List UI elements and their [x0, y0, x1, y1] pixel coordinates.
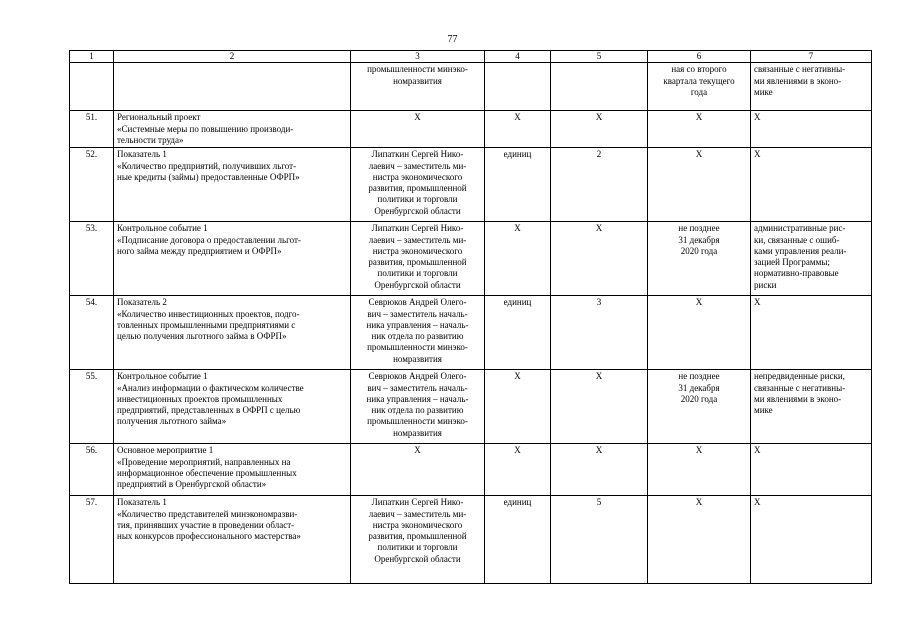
column-header: 6 [648, 51, 751, 63]
risks-cell: X [751, 111, 872, 148]
value-cell [551, 63, 648, 111]
table-row [70, 111, 872, 148]
deadline-cell: не позднее 31 декабря 2020 года [648, 222, 751, 296]
deadline-cell: X [648, 148, 751, 222]
deadline-cell: ная со второго квартала текущего года [648, 63, 751, 111]
unit-cell: X [485, 370, 551, 444]
column-header: 3 [351, 51, 485, 63]
unit-cell: единиц [485, 296, 551, 370]
item-name-cell: Региональный проект «Системные меры по повышению производи- тельности труда» [114, 111, 351, 148]
item-name-cell: Основное мероприятие 1 «Проведение мероприятий, направленных на информационное обеспечение промышленных предприятий в Оренбургской области» [114, 444, 351, 496]
value-cell: X [551, 370, 648, 444]
unit-cell [485, 63, 551, 111]
value-cell: X [551, 444, 648, 496]
deadline-cell: X [648, 496, 751, 584]
column-header: 2 [114, 51, 351, 63]
row-number-cell [70, 63, 114, 111]
responsible-cell: Севрюков Андрей Олего- вич – заместитель началь- ника управления – началь- ник отдела по развитию промышленности минэко- номразвития [351, 370, 485, 444]
responsible-cell: X [351, 111, 485, 148]
row-number-cell: 57. [70, 496, 114, 584]
value-cell: 5 [551, 496, 648, 584]
risks-cell: X [751, 148, 872, 222]
plan-table [69, 50, 872, 584]
deadline-cell: X [648, 111, 751, 148]
item-name-cell [114, 63, 351, 111]
value-cell: X [551, 222, 648, 296]
deadline-cell: не позднее 31 декабря 2020 года [648, 370, 751, 444]
value-cell: X [551, 111, 648, 148]
table-row [70, 296, 872, 370]
table-row [70, 222, 872, 296]
responsible-cell: X [351, 444, 485, 496]
table-row [70, 370, 872, 444]
row-number-cell: 51. [70, 111, 114, 148]
value-cell: 3 [551, 296, 648, 370]
column-number-row [70, 51, 872, 63]
risks-cell: X [751, 444, 872, 496]
unit-cell: единиц [485, 148, 551, 222]
row-number-cell: 55. [70, 370, 114, 444]
unit-cell: X [485, 444, 551, 496]
unit-cell: X [485, 111, 551, 148]
risks-cell: непредвиденные риски, связанные с негативны- ми явлениями в эконо- мике [751, 370, 872, 444]
column-header: 7 [751, 51, 872, 63]
table-row [70, 444, 872, 496]
column-header: 1 [70, 51, 114, 63]
page-number: 77 [447, 34, 458, 45]
row-number-cell: 52. [70, 148, 114, 222]
item-name-cell: Показатель 2 «Количество инвестиционных проектов, подго- товленных промышленными предприятиями с целью получения льготного займа в ОФРП» [114, 296, 351, 370]
item-name-cell: Показатель 1 «Количество представителей минэкономразви- тия, принявших участие в проведении област- ных конкурсов профессионального мастерства» [114, 496, 351, 584]
row-number-cell: 53. [70, 222, 114, 296]
responsible-cell: Липаткин Сергей Нико- лаевич – заместитель ми- нистра экономического развития, промышленной политики и торговли Оренбургской области [351, 222, 485, 296]
deadline-cell: X [648, 444, 751, 496]
item-name-cell: Показатель 1 «Количество предприятий, получивших льгот- ные кредиты (займы) предоставленные ОФРП» [114, 148, 351, 222]
item-name-cell: Контрольное событие 1 «Анализ информации о фактическом количестве инвестиционных проектов промышленных предприятий, представленных в ОФРП с целью получения льготного займа» [114, 370, 351, 444]
responsible-cell: Липаткин Сергей Нико- лаевич – заместитель ми- нистра экономического развития, промышленной политики и торговли Оренбургской области [351, 496, 485, 584]
risks-cell: X [751, 496, 872, 584]
responsible-cell: Липаткин Сергей Нико- лаевич – заместитель ми- нистра экономического развития, промышленной политики и торговли Оренбургской области [351, 148, 485, 222]
row-number-cell: 56. [70, 444, 114, 496]
risks-cell: административные рис- ки, связанные с ошиб- ками управления реали- зацией Программы; нормативно-правовые риски [751, 222, 872, 296]
table-row [70, 496, 872, 584]
continuation-row [70, 63, 872, 111]
unit-cell: X [485, 222, 551, 296]
column-header: 4 [485, 51, 551, 63]
responsible-cell: промышленности минэко- номразвития [351, 63, 485, 111]
responsible-cell: Севрюков Андрей Олего- вич – заместитель началь- ника управления – началь- ник отдела по развитию промышленности минэко- номразвития [351, 296, 485, 370]
table-row [70, 148, 872, 222]
item-name-cell: Контрольное событие 1 «Подписание договора о предоставлении льгот- ного займа между предприятием и ОФРП» [114, 222, 351, 296]
risks-cell: связанные с негативны- ми явлениями в эконо- мике [751, 63, 872, 111]
value-cell: 2 [551, 148, 648, 222]
row-number-cell: 54. [70, 296, 114, 370]
risks-cell: X [751, 296, 872, 370]
deadline-cell: X [648, 296, 751, 370]
column-header: 5 [551, 51, 648, 63]
unit-cell: единиц [485, 496, 551, 584]
